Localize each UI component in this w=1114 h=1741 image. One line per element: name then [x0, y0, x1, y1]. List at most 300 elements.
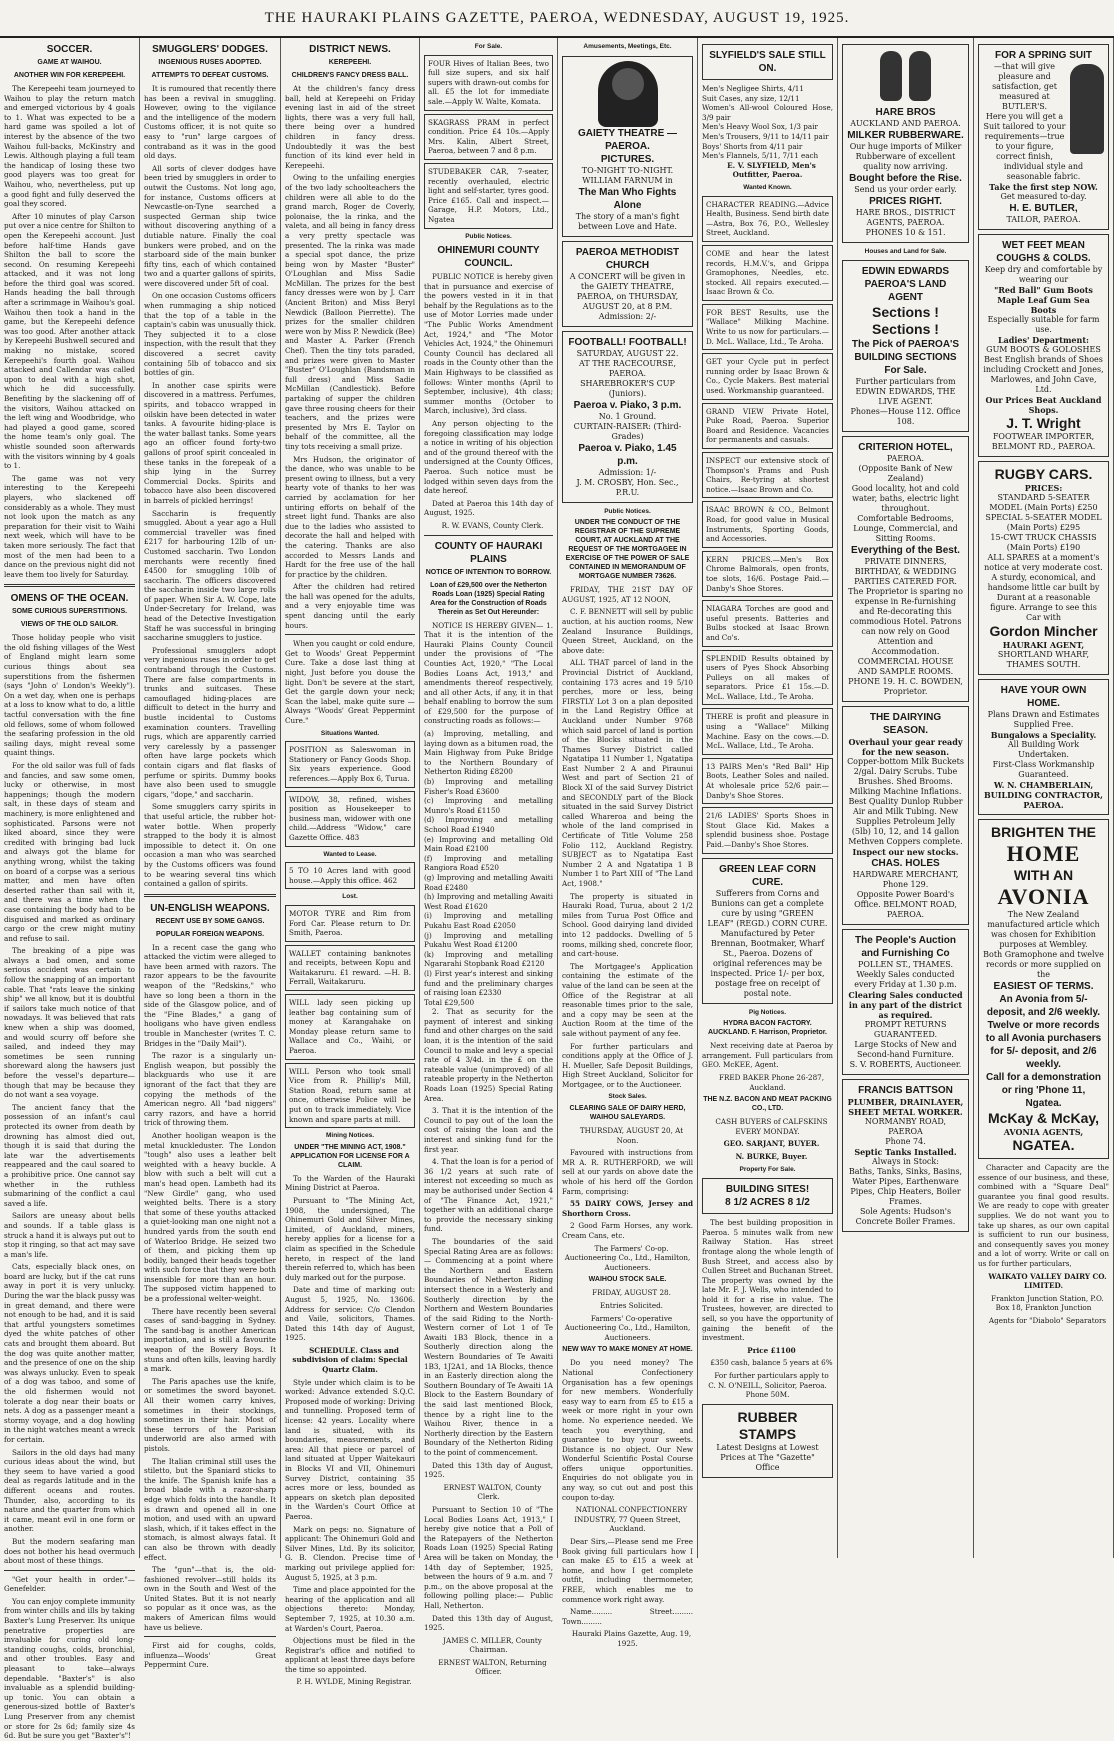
money-org: NATIONAL CONFECTIONERY INDUSTRY, 77 Queen Street, Auckland.	[574, 1505, 688, 1534]
wanted-item: GRAND VIEW Private Hotel, Puke Road, Paeroa. Superior Board and Residence. Vacancies for permanents and casuals.	[702, 403, 833, 449]
mining-schedule: SCHEDULE. Class and subdivision of claim: Special Quartz Claim.	[292, 1345, 408, 1375]
mining-paragraph: Time and place appointed for the hearing of the application and all objections thereto: Monday, September 7, 1925, at 10.30 a.m. at Warden's Court, Paeroa.	[285, 1585, 415, 1633]
smugglers-paragraph: Professional smugglers adopt very ingenious ruses in order to get contraband through the Customs. There are false compartments in trunks and suitcases. These camouflaged hiding-places are difficult to detect in the hurry and bustle incidental to Customs examination counters. Travelling rugs, which are apparently carried very carelessly by a passenger often have large pockets which contain cigars and flat flasks of perfume or spirits. Dummy books have also been used to smuggle cigars, "dope," and saccharin.	[144, 645, 276, 799]
road-item: (h) Improving and metalling Awaiti West Road £1620	[424, 892, 553, 911]
wanted-item: 13 PAIRS Men's "Red Ball" Hip Boots, Leather Soles and nailed. At wholesale price 52/6 pair.—Danby's Shoe Stores.	[702, 758, 833, 804]
slyfield-signature: E. V. SLYFIELD, Men's Outfitter, Paeroa.	[727, 160, 816, 180]
mortgage-paragraph: The Mortgagee's Application containing the estimate of the value of the land can be seen at the Office of the Registrar at all reasonable times prior to the sale, and a copy may be seen at the Auction Room at the time of the sale without payment of any fee.	[562, 961, 693, 1038]
borrow-paragraph: NOTICE IS HEREBY GIVEN— 1. That it is the intention of the Hauraki Plains County Council under the provisions of "The Counties Act, 1920," "The Local Bodies Loans Act, 1913," and amendments thereof respectively, and all other Acts, if any, it in that behalf enabling to borrow the sum of £29,500 for the purpose of constructing roads as follows:—	[424, 620, 553, 726]
mckay-sub: AVONIA AGENTS,	[1003, 1127, 1084, 1137]
football-match: Paeroa v. Piako, 3 p.m.	[573, 399, 682, 411]
battson-heading: FRANCIS BATTSON	[858, 1085, 953, 1097]
dairy-ad	[842, 706, 969, 925]
classified-ad: MOTOR TYRE and Rim from Ford Car. Please return to Dr. Smith, Paeroa.	[285, 905, 415, 942]
omens-paragraph: But the modern seafaring man does not bother his head overmuch about most of these things.	[4, 1536, 135, 1566]
public-notices-heading: Public Notices.	[465, 232, 512, 240]
poll-signature: JAMES C. MILLER, County Chairman.	[443, 1635, 542, 1655]
council-paragraph: Any person objecting to the foregoing classification may lodge a notice in writing of his objection and of the ground thereof with the undersigned at the County Offices, Paeroa. Such notice must be lodged within seven days from the date hereof.	[424, 419, 553, 496]
classified-ad: SKAGRASS PRAM in perfect condition. Price £4 10s.—Apply Mrs. Kalin, Albert Street, Paeroa, between 7 and 8 p.m.	[424, 114, 553, 160]
weapons-paragraph: In a recent case the gang who attacked the victim were alleged to have been armed with razors. The razor appears to be the favourite weapon of the "Redskins," who have so long been a thorn in the side of the Glasgow police, and of the "Fine Blades," a gang of hooligans who have given endless trouble in Manchester (writes T. C. Bridges in the "Daily Mail").	[144, 942, 276, 1048]
wetfeet-shoes: Best English brands of Shoes including Crockett and Jones, Marlowes, and John Cave, Ltd.	[983, 355, 1104, 394]
hydra-signature: FRED BAKER Phone 26-287, Auckland.	[718, 1072, 824, 1092]
sections-label: Sections ! Sections !	[872, 304, 939, 338]
mortgage-paragraph: ALL THAT parcel of land in the Provincial District of Auckland, containing 173 acres and 19 5/10 perches, more or less, being FIRSTLY Lot 3 on a plan deposited in the Land Registry Office at Auckland under Number 9768 which said parcel of land is portion of the Blocks situated in the Thames Survey District called Ngatatipa 11 Number 1, Ngatatipa East Number 2 A and Piraunui West and part of Section 21 of Block XI of the said Survey District and SECONDLY part of the Block situated in the said Survey District called Whareroa and being the whole of the land comprised in Certificate of Title Volume 258 Folio 112, Auckland Registry. SUBJECT as to Ngatatipa East Number 2 A and Ngatatipa 1 B Number 1 to Part XIII of "The Land Act, 1908."	[562, 658, 693, 888]
battson-always: Always in Stock:	[872, 1157, 939, 1167]
weapons-paragraph: Another hooligan weapon is the metal knuckleduster. The London "tough" also uses a leather belt weighted with a heavy buckle. A blow with such a belt will cut a man's head open. Lambeth had its "New Girdle" gang, who used weighted belts. There is a story that some of these youths attacked a quiet-looking man one night not a hundred yards from the south end of Waterloo Bridge. He seized two of them, and picking them up bodily, banged their heads together with such force that they were both insensible for more than an hour. The supposed victim happened to be a professional welter-weight.	[144, 1130, 276, 1304]
council-heading: OHINEMURI COUNTY COUNCIL.	[437, 245, 540, 270]
rugby-body: ALL SPARES at a moment's notice at very moderate cost. A sturdy, economical, and handsome little car built by Durant at a reasonable figure. Arrange to see this Car with	[984, 553, 1103, 622]
football-signature: J. M. CROSBY, Hon. Sec., P.R.U.	[576, 477, 679, 497]
methodist-ad	[562, 241, 693, 327]
stock-paragraph: Favoured with instructions from MR A. R. RUTHERFORD, we will sell at our yards on above date the whole of his herd off the Gordon Farm, comprising:	[562, 1148, 693, 1196]
gaiety-title: GAIETY THEATRE — PAEROA.	[577, 127, 678, 152]
weapons-paragraph: The Paris apaches use the knife, or sometimes the sword bayonet. All their women carry knives, sometimes in their stockings, sometimes in their hair. Most of these terrors of the Parisian underworld are also armed with pistols.	[144, 1376, 276, 1453]
football-raiser: CURTAIN-RAISER: (Third-Grades)	[573, 421, 682, 441]
district-paragraph: Mrs Hudson, the originator of the dance, who was unable to be present owing to illness, but a very hearty vote of thanks to her was carried by acclamation for her untiring efforts on behalf of the street light fund. Thanks are also due to the ladies who assisted to decorate the hall and helped with the catering. Thanks are also accorded to Messrs Lands and Hardt for the free use of the hall for practice by the children.	[285, 454, 415, 579]
divider	[4, 1570, 135, 1571]
column-3	[281, 38, 420, 1687]
nzbacon-signature: GEO. SARJANT, BUYER.	[723, 1139, 820, 1149]
hare-letters: HARE BROS	[875, 106, 936, 118]
poll-paragraph: Dated this 13th day of August, 1925.	[424, 1613, 553, 1633]
peoples-signature: S. V. ROBERTS, Auctioneer.	[849, 1060, 962, 1070]
omens-paragraph: The breaking of a pipe was always a bad omen, and some serious accident was certain to follow the snapping of an important cable. That "rats leave the sinking ship" we all know, but it is doubtful if sailors take much notice of that nowadays. It was believed that rats knew when a ship was doomed, and would scurry off before she sailed, and indeed they may sometimes be seen running shoreward along the hawsers just before the vessel's departure—though that may be because they do not want a sea voyage.	[4, 946, 135, 1100]
smugglers-subheading: INGENIOUS RUSES ADOPTED.	[158, 59, 262, 66]
borrow-paragraph: The boundaries of the said Special Rating Area are as follows:— Commencing at a point where the Northern and Eastern Boundaries of Netherton Riding intersect thence in a Westerly and Southerly direction by the Northern and Western Boundaries of the said Riding to the North-Western corner of Lot 1 of Te Awaiti 1B3 Block, thence in a Southerly direction along the Western Boundaries of Te Awaiti 1B3, 1J2A1, and 1A Blocks, thence in an Easterly direction along the Southern Boundary of Te Awaiti 1A Block to the Eastern Boundary of the said last mentioned Block, thence by a right line to the Waihou River, thence in a Northerly direction by the Eastern Boundary of the Netherton Riding to the point of commencement.	[424, 1236, 553, 1457]
lease-heading: Wanted to Lease.	[323, 850, 377, 858]
avonia-body: Both Gramophone and twelve records or more supplied on the	[983, 950, 1104, 979]
hydra-body: Next receiving date at Paeroa by arrangement. Full particulars from GEO. McKEE, Agent.	[702, 1041, 833, 1070]
avonia-body: The New Zealand manufactured article which was chosen for Exhibition purposes at Wembley.	[987, 910, 1100, 949]
classified-ad: STUDEBAKER CAR, 7-seater, recently overhauled, electric light and self-starter, tyres good. Price £165. Call and inspect.—Garage, H.P. Motors, Ltd., Ngatea	[424, 163, 553, 229]
holes-location: Opposite Power Board's Office. BELMONT ROAD, PAEROA.	[854, 890, 957, 920]
classified-ad: 5 TO 10 Acres land with good house.—Apply this office. 462	[285, 862, 415, 889]
wetfeet-heading: WET FEET MEAN COUGHS & COLDS.	[996, 240, 1091, 264]
battson-agent: Sole Agents: Hudson's Concrete Boiler Frames.	[855, 1207, 956, 1227]
spring-get: Get measured to-day.	[1000, 192, 1087, 201]
district-paragraph: After the children had retired the hall was opened for the adults, and a very enjoyable time was spent dancing until the early hours.	[285, 582, 415, 630]
road-item: (g) Improving and metalling Awaiti Road £2480	[424, 872, 553, 892]
peoples-location: POLLEN ST., THAMES.	[857, 960, 954, 970]
wanted-item: NIAGARA Torches are good and useful presents. Batteries and Bulbs stocked at Isaac Brown and Co's.	[702, 600, 833, 646]
column-5	[558, 38, 698, 1648]
district-subheading-2: CHILDREN'S FANCY DRESS BALL.	[291, 72, 409, 79]
omens-paragraph: Sailors in the old days had many curious ideas about the wind, but they seem to have varied a good deal as regards latitude and in the different oceans and routes. Thunder, also, according to its nature and the quarter from which it came, meant evil in one form or another.	[4, 1447, 135, 1534]
lung-paragraph: You can enjoy complete immunity from winter chills and ills by taking Baxter's Lung Preserver. Its unique penetrative properties are invaluable for curing old long-standing coughs, colds, bronchial, and other troubles. Easy and pleasant to take—always dependable. "Baxter's" is also invaluable as a splendid building-up tonic. You can obtain a generous-sized bottle of Baxter's Lung Preserver from any chemist or store for 2s 6d; family size 4s 6d. But be sure you get "Baxter's"!	[4, 1596, 135, 1741]
hare-location: AUCKLAND AND PAEROA.	[850, 118, 961, 128]
amusements-heading: Amusements, Meetings, Etc.	[583, 43, 672, 50]
divider	[285, 634, 415, 635]
smugglers-paragraph: On one occasion Customs officers when rummaging a ship noticed that the top of a table in the captain's cabin was unusually thick. They subjected it to a close inspection, with the result that they discovered a secret cavity containing 5lb of tobacco and six bottles of gin.	[144, 291, 276, 378]
soccer-paragraph: After 10 minutes of play Carson put over a nice centre for Shilton to open the Kerepeehi account. Just before half-time Hands gave Shilton the ball to score the second. On resuming Kerepeehi attacked, and it was not long before the third goal was scored. Hands heading the ball through after a scrimmage in Waihou's goal. Waihou then took a hand in the game, but the Kerepeehi defence was too good. After another attack by Kerepeehi Bushwell secured and making no mistake, scored Kerepeehi's fourth goal. Waihou attacked and Callendar was called upon to deal with a high shot, which he did successfully. Benefiting by the slackening off of the visitors, Waihou attacked on the left wing and Woodbridge, who had played a good game, scored the home team's only goal. The whistle sounded soon afterwards with the visitors winning by 4 goals to 1.	[4, 211, 135, 471]
smugglers-paragraph: In another case spirits were discovered in a mattress. Perfumes, spirits, and tobacco wrapped in oilskin have been detected in water tanks. A favourite hiding-place is the water ballast tanks. Some years ago an officer found forty-two gallons of proof spirit concealed in these tanks in the forepeak of a ship lying in the Surrey Commercial Docks. Spirits and tobacco have also been discovered in barrels of pickled herrings!	[144, 380, 276, 505]
football-heading: FOOTBALL! FOOTBALL!	[568, 336, 687, 348]
borrow-subheading-2: Loan of £29,500 over the Netherton Roads Loan (1925) Special Rating Area for the Construction of Roads Therein as Set Out Hereunder:	[430, 581, 547, 616]
edwin-subheading: PAEROA'S LAND AGENT	[864, 279, 947, 304]
dairy-sub: Overhaul your gear ready for the new season.	[848, 737, 963, 758]
criterion-best: Everything of the Best.	[851, 545, 960, 557]
dairy-inspect: Inspect our new stocks.	[852, 847, 959, 858]
pig-notices-heading: Pig Notices.	[748, 1008, 787, 1016]
district-paragraph: At the children's fancy dress ball, held at Kerepeehi on Friday evening last in aid of the street lights, there was a very full hall, there being over a hundred children in fancy dress. Undoubtedly it was the best function of its kind ever held in Kerepeehi.	[285, 84, 415, 170]
borrow-paragraph: 4. That the loan is for a period of 36 1/2 years at such rate of interest not exceeding so much as may be authorised under Section 4 of "The Finance Act, 1921," together with an additional charge to provide the necessary sinking fund.	[424, 1157, 553, 1234]
wanted-item: SPLENDID Results obtained by users of Pyes Shock Absorbing Pulleys on all makes of separators. Price £1 15s.—D. McL. Wallace, Ltd., Te Aroha.	[702, 650, 833, 706]
rugby-price-list	[983, 493, 1104, 553]
wetfeet-galoshes: GUM BOOTS & GOLOSHES	[986, 345, 1101, 354]
methodist-admission: Admission: 2/-	[598, 311, 657, 321]
district-subheading: KEREPEEHI.	[328, 59, 372, 66]
wetfeet-boots: "Red Ball" Gum Boots Maple Leaf Gum Sea Boots	[994, 285, 1093, 315]
slyfield-list	[702, 84, 833, 161]
property-heading: Property For Sale.	[739, 1165, 796, 1173]
borrow-subheading: NOTICE OF INTENTION TO BORROW.	[425, 568, 552, 576]
milker-send: Send us your order early.	[854, 184, 957, 194]
wanted-item: FOR BEST Results, use the "Wallace" Milking Machine. Write to us now for particulars.—D. McL. Wallace, Ltd., Te Aroha.	[702, 304, 833, 350]
mortgage-paragraph: The property is situated in Hauraki Road, Turua, about 2 1/2 miles from Turua Post Office and School. Good dairying land divided into 12 paddocks. Dwelling of 5 rooms, milking shed, concrete floor, and cart-house.	[562, 891, 693, 959]
slyfield-item: Men's Heavy Wool Sox, 1/3 pair	[702, 122, 818, 132]
gordon-location: SHORTLAND WHARF, THAMES SOUTH.	[997, 650, 1090, 669]
weapons-footer: First aid for coughs, colds, influenza—Woods' Great Peppermint Cure.	[144, 1641, 276, 1670]
waihou-date: FRIDAY, AUGUST 28.	[592, 1288, 671, 1298]
omens-paragraph: Sailors are uneasy about bells and sounds. If a table glass is struck a hand it is always put out to stop it ringing, so that act may save a man's life.	[4, 1211, 135, 1259]
road-item: (i) Improving and metalling Pukahu East Road £2050	[424, 911, 553, 930]
omens-subheading: SOME CURIOUS SUPERSTITIONS.	[11, 608, 128, 616]
rugby-heading: RUGBY CARS.	[994, 466, 1093, 482]
football-admission: Admission: 1/-	[598, 467, 657, 477]
lung-heading: "Get your health in order."—Genefelder.	[4, 1574, 135, 1594]
soccer-heading: SOCCER.	[46, 44, 93, 55]
council-paragraph: Dated at Paeroa this 14th day of August, 1925.	[424, 498, 553, 518]
spring-heading: FOR A SPRING SUIT	[994, 50, 1093, 61]
column-8	[974, 38, 1114, 1558]
stock-cows: 55 DAIRY COWS, Jersey and Shorthorn Cross.	[562, 1199, 693, 1218]
council-paragraph: PUBLIC NOTICE is hereby given that in pursuance and exercise of the powers vested in it in that behalf by the Regulations as to the use of Motor Lorries made under "The Public Works Amendment Act, 1924," and "The Motor Vehicles Act, 1924," the Ohinemuri County Council has declared all roads in the County other than the Main Highways to be classified as follows: Winter months (April to September, inclusive), 4th class; summer months (October to March, inclusive), 3rd class.	[424, 272, 553, 416]
criterion-ad	[842, 436, 969, 702]
money-footer: Hauraki Plains Gazette, Aug. 19, 1925.	[571, 1629, 692, 1648]
football-match: Paeroa v. Piako, 1.45 p.m.	[578, 442, 677, 467]
rugby-prices: PRICES:	[1024, 483, 1063, 493]
mining-paragraph: To the Warden of the Hauraki Mining District at Paeroa.	[285, 1173, 415, 1193]
greenleaf-body: Sufferers from Corns and Bunions can get a complete cure by using "GREEN LEAF" (REGD.) CORN CURE.	[707, 888, 828, 928]
omens-subheading-2: VIEWS OF THE OLD SAILOR.	[20, 621, 119, 629]
hare-signature: HARE BROS., DISTRICT AGENTS, PAEROA. PHONES 10 & 151.	[855, 207, 956, 237]
poll-signature: ERNEST WALTON, Returning Officer.	[438, 1657, 547, 1677]
weapons-paragraph: The Italian criminal still uses the stiletto, but the Spaniard sticks to the knife. The Spanish knife has a broad blade with a razor-sharp edge which folds into the handle. It is drawn and opened all in one motion, and used with an upward slash, which, if it takes effect in the stomach, is almost always fatal. It can also be thrown with deadly effect.	[144, 1456, 276, 1562]
wetfeet-ladies: Ladies' Department:	[997, 335, 1089, 345]
wetfeet-body: Keep dry and comfortable by wearing our	[984, 265, 1103, 284]
hydra-heading: HYDRA BACON FACTORY. AUCKLAND. F. Harrison, Proprietor.	[707, 1020, 827, 1037]
nzbacon-heading: THE N.Z. BACON AND MEAT PACKING CO., LTD.	[703, 1096, 832, 1113]
edwin-ad	[842, 260, 969, 432]
criterion-signature: PHONE 19. H. C. BOWDEN, Proprietor.	[848, 677, 963, 697]
holes-heading: CHAS. HOLES	[871, 858, 940, 870]
road-item: (d) Improving and metalling School Road £1940	[424, 815, 553, 834]
slyfield-item: Men's Flannels, 5/11, 7/11 each	[702, 151, 819, 161]
mining-paragraph: Style under which claim is to be worked: Advance extended S.Q.C. Proposed mode of working: Driving and tunnelling. Proposed term of license: 42 years. Locality where land is situated, with its boundaries, measurements, and area: All that piece or parcel of land situated at Upper Waitekauri in Blocks VI and VII, Ohinemuri Survey District, containing 35 acres more or less, bounded as appears on sketch plan deposited in the Warden's Court Office at Paeroa.	[285, 1377, 415, 1521]
classified-ad: FOUR Hives of Italian Bees, two full size supers, and six half supers with drawn-out combs for all. £5 the lot for immediate sale.—Apply W. Walte, Komata.	[424, 55, 553, 111]
road-item: (l) First year's interest and sinking fund and the preliminary charges of raising loan £2330	[424, 968, 553, 998]
criterion-body: Good locality, hot and cold water, baths, electric light throughout.	[851, 484, 960, 514]
smugglers-paragraph: It is rumoured that recently there has been a revival in smuggling. However, owing to the vigilance and the intelligence of the modern Customs officer, it is not quite so easy to "run" large cargoes of contraband as it was in the good old days.	[144, 84, 276, 161]
smugglers-paragraph: Some smugglers carry spirits in that useful article, the rubber hot-water bottle. When properly strapped to the body it is almost impossible to detect it. On one occasion a man who was searched by the Customs officers was found to be wearing several tins which contained a gallon of spirits.	[144, 802, 276, 889]
football-cup: SHAREBROKER'S CUP (Juniors).	[580, 378, 675, 398]
spring-suit-ad	[978, 44, 1109, 230]
classified-ad: POSITION as Saleswoman in Stationery or Fancy Goods Shop. Six years experience. Good references.—Apply Box 6, Turua.	[285, 741, 415, 787]
borrow-paragraph: Dated this 13th day of August, 1925.	[424, 1460, 553, 1480]
spring-step: Take the first step NOW.	[989, 182, 1098, 192]
soccer-subheading-2: ANOTHER WIN FOR KEREPEEHI.	[13, 72, 126, 79]
poem-text: When you caught or cold endure, Get to Woods' Great Peppermint Cure. Take a dose last thing at night, Just before you douse the light. Don't be severe at the start, Get the gargle down your neck; Scan the label, make quite sure — Always "Woods' Great Peppermint Cure."	[285, 639, 415, 725]
criterion-rooms: COMMERCIAL HOUSE AND SAMPLE ROOMS.	[857, 657, 954, 677]
gordon-heading: Gordon Mincher	[989, 623, 1098, 639]
mining-paragraph: Date and time of marking out: August 5, 1925, No. 13606. Address for service: C/o Clendon and Vaile, solicitors, Thames. Dated this 14th day of August, 1925.	[285, 1285, 415, 1343]
avonia-ad	[978, 819, 1109, 1159]
milker-body: Our huge imports of Milker Rubberware of excellent quality now arriving.	[849, 141, 962, 171]
soccer-paragraph: The game was not very interesting to the Kerepeehi players, who slackened off considerably as a whole. They must not look upon the match as any preparation for their visit to Waihi next week, which will have to be taken more seriously. The fact that most of the men had been to a dance on the previous night did not leave them too lively for Saturday.	[4, 473, 135, 579]
omens-paragraph: The ancient fancy that the possession of an infant's caul protected its owner from death by drowning has almost died out, though it is said that during the late war the advertisements reappeared and the caul soared to a prohibitive price. One cannot say whether in the ruthless submarining of the conflict a caul saved a life.	[4, 1102, 135, 1208]
borrow-heading: COUNTY OF HAURAKI PLAINS	[434, 540, 543, 565]
stock-sales-heading: Stock Sales.	[608, 1093, 647, 1101]
wanted-item: GET your Cycle put in perfect running order by Isaac Brown & Co., Cycle Makers. Best material used. Workmanship guaranteed.	[702, 353, 833, 399]
edwin-heading: EDWIN EDWARDS	[861, 266, 950, 278]
greenleaf-ad	[702, 858, 833, 1004]
sale-heading: For Sale.	[474, 43, 503, 50]
slyfield-heading: SLYFIELD'S SALE STILL ON.	[709, 50, 826, 74]
waihou-entries: Entries Solicited.	[600, 1300, 663, 1310]
column-7	[838, 38, 974, 1558]
weapons-subheading: RECENT USE BY SOME GANGS.	[155, 917, 265, 925]
rugby-price-item: 15-CWT TRUCK CHASSIS (Main Ports) £190	[990, 533, 1097, 552]
hare-bros-ad	[842, 44, 969, 243]
weapons-paragraph: The "gun"—that is, the old-fashioned revolver—still holds its own in the South and West of the United States. But it is not nearly so popular as it once was, as the makers of American films would have us believe.	[144, 1565, 276, 1632]
money-heading: NEW WAY TO MAKE MONEY AT HOME.	[562, 1346, 693, 1354]
methodist-body: A CONCERT will be given in the GAIETY THEATRE, PAEROA, on THURSDAY, AUGUST 20, at 8 P.M.	[569, 271, 686, 311]
pictures-label: PICTURES.	[600, 153, 655, 165]
battson-stock: Baths, Tanks, Sinks, Basins, Water Pipes, Earthenware Pipes, Chip Heaters, Boiler Frames.	[848, 1167, 963, 1207]
money-paragraph: Do you need money? The National Confectionery Organisation has a few openings for new members. Wonderfully easy way to earn from £5 to £15 a week or more right in your own home. No experience needed. We teach you everything, and guarantee to buy your sweets. Distance is no object. Our New Wonderful Scientific Postal Course offers unique opportunities. Enquiries do not obligate you in any way, so cut out and post this coupon to-day.	[562, 1358, 693, 1502]
houses-heading: Houses and Land for Sale.	[864, 247, 947, 255]
column-4	[420, 38, 558, 1677]
hare-image	[880, 51, 902, 101]
sites-signature: For further particulars apply to C. N. O'NEILL, Solicitor, Paeroa. Phone 50M.	[708, 1371, 829, 1400]
column-1	[0, 38, 140, 1741]
council-signature: R. W. EVANS, County Clerk.	[441, 520, 544, 530]
mckay-location: NGATEA.	[1012, 1137, 1075, 1153]
spring-body: Here you will get a Suit tailored to your requirements—true to your figure, correct finish, individual style and seasonable fabric.	[983, 112, 1084, 181]
waikato-agents: Agents for "Diabolo" Separators	[988, 1315, 1107, 1325]
avonia-line-4: AVONIA	[997, 884, 1090, 909]
peoples-heading: The People's Auction and Furnishing Co	[855, 935, 956, 960]
milker-prices: PRICES RIGHT.	[869, 195, 942, 207]
hare-illustration	[847, 49, 964, 106]
divider	[4, 584, 135, 587]
mining-subheading: UNDER "THE MINING ACT, 1908." APPLICATION FOR LICENSE FOR A CLAIM.	[290, 1143, 410, 1169]
slyfield-item: Suit Cases, any size, 12/11	[702, 93, 800, 103]
mckay-heading: McKay & McKay,	[987, 1110, 1099, 1126]
waihou-signature: Farmers' Co-operative Auctioneering Co., Ltd., Hamilton, Auctioneers.	[564, 1313, 691, 1342]
edwin-body: Further particulars from EDWIN EDWARDS, THE LIVE AGENT.	[855, 377, 956, 407]
film-subtitle: The story of a man's fight between Love and Hate.	[575, 211, 680, 231]
road-item: (e) Improving and metalling Old Main Road £2100	[424, 834, 553, 854]
home-body: Plans Drawn and Estimates Supplied Free.	[987, 710, 1100, 729]
weapons-subheading-2: POPULAR FOREIGN WEAPONS.	[155, 930, 265, 938]
lost-heading: Lost.	[342, 893, 358, 901]
methodist-heading: PAEROA METHODIST CHURCH	[575, 246, 680, 271]
rugby-price-item: STANDARD 5-SEATER MODEL (Main Ports) £250	[989, 493, 1098, 512]
poll-paragraph: Pursuant to Section 10 of "The Local Bodies Loans Act, 1913," I hereby give notice that a Poll of the Ratepayers of the Netherton Roads Loan (1925) Special Rating Area will be taken on Monday, the 14th day of September, 1925, between the hours of 9 a.m. and 7 p.m., on the above proposal at the following polling place:— Public Hall, Netherton.	[424, 1504, 553, 1610]
smugglers-heading: SMUGGLERS' DODGES.	[152, 44, 268, 55]
battson-location: NORMANBY ROAD, PAEROA	[864, 1117, 947, 1137]
waihou-heading: WAIHOU STOCK SALE.	[588, 1276, 667, 1284]
wanted-item: INSPECT our extensive stock of Thompson's Prams and Push Chairs, Re-tyring at shortest notice.—Isaac Brown and Co.	[702, 452, 833, 498]
masthead: THE HAURAKI PLAINS GAZETTE, PAEROA, WEDNESDAY, AUGUST 19, 1925.	[0, 0, 1114, 38]
wetfeet-beat: Our Prices Beat Auckland Shops.	[985, 395, 1102, 415]
rugby-price-item: SPECIAL 5-SEATER MODEL (Main Ports) £295	[985, 513, 1102, 532]
football-ground: No. 1 Ground.	[598, 411, 657, 421]
district-news-heading: DISTRICT NEWS.	[309, 44, 391, 55]
mining-paragraph: Objections must be filed in the Registrar's office and notified to applicant at least three days before the time so appointed.	[285, 1636, 415, 1674]
battson-septic: Septic Tanks Installed.	[854, 1147, 957, 1158]
criterion-body: The Proprietor is sparing no expense in Re-furnishing and Re-decorating this commodious Hotel. Patrons can now rely on Good Attention and Accommodation.	[848, 587, 963, 657]
divider	[144, 894, 276, 897]
edwin-phone: Phones—House 112. Office 108.	[850, 407, 961, 427]
weapons-paragraph: The razor is a singularly un-English weapon, but possibly the blackguards who use it are ignorant of the fact that they are copying the methods of the American negro. All "bad niggers" carry razors, and have a horrid trick of throwing them.	[144, 1051, 276, 1128]
classified-ad: WILL lady seen picking up leather bag containing sum of money at Karangahake on Monday please return same to Wallace and Co., Waihi, or Paeroa.	[285, 994, 415, 1060]
mining-paragraph: Mark on pegs: no. Signature of applicant: The Ohinemuri Gold and Silver Mines, Ltd. By its solicitor, G. B. Clendon. Precise time of marking out privilege applied for: August 5, 1925, at 3 p.m.	[285, 1524, 415, 1582]
column-2	[140, 38, 281, 1670]
omens-paragraph: Those holiday people who visit the old fishing villages of the West of England might learn some curious things about sea superstitions from the fishermen (says "John o' London's Weekly"). On a wet day, when one is perhaps at a loss to know what to do, a little tactful conversation with the fine old fellows, some of whom followed the seafaring profession in the old sailing days, might reveal some quaint things.	[4, 633, 135, 758]
wanted-item: 21/6 LADIES' Sports Shoes in Stout Glace Kid. Makes a splendid business shoe. Postage Paid.—Danby's Shoe Stores.	[702, 807, 833, 853]
peoples-prompt: PROMPT RETURNS GUARANTEED.	[864, 1020, 947, 1040]
sites-price: Price £1100	[747, 1345, 796, 1355]
portrait-image	[598, 61, 658, 127]
hare-image	[909, 51, 931, 101]
money-fields: Name......... Street......... Town.........	[562, 1607, 693, 1626]
slyfield-item: Men's Negligee Shirts, 4/11	[702, 84, 804, 93]
nzbacon-signature: N. BURKE, Buyer.	[735, 1151, 808, 1161]
football-date: SATURDAY, AUGUST 22.	[576, 348, 679, 358]
avonia-twelve: Twelve or more records to all Avonia purchasers for 5/- deposit, and 2/6 weekly.	[985, 1020, 1102, 1070]
soccer-subheading: GAME AT WAIHOU.	[37, 59, 102, 66]
divider	[424, 535, 553, 536]
avonia-line-1: BRIGHTEN THE	[991, 824, 1096, 840]
classified-ad: WILL Person who took small Vice from R. Phillip's Mill, Station Road, return same at once, otherwise Police will be put on to track immediately. Vice known and spare parts at mill.	[285, 1063, 415, 1129]
peoples-ad	[842, 929, 969, 1075]
gaiety-ad	[562, 56, 693, 237]
sites-ad	[702, 1178, 833, 1214]
spring-body: —that will give pleasure and satisfaction, get measured at BUTLER'S.	[992, 62, 1057, 111]
avonia-line-2: HOME	[1006, 841, 1081, 866]
omens-heading: OMENS OF THE OCEAN.	[10, 593, 129, 605]
wetfeet-farm: Especially suitable for farm use.	[987, 315, 1100, 334]
dairy-heading: THE DAIRYING SEASON.	[869, 712, 942, 737]
wanted-item: THERE is profit and pleasure in using a "Wallace" Milking Machine. Easy on the cows.—D. McL. Wallace, Ltd., Te Aroha.	[702, 708, 833, 754]
capacity-paragraph: Character and Capacity are the essence of our business, and these, combined with a "Square Deal" guarantee you final good results. We are ready to cope with greater supplies. We do not want you to take up shares, as our own capital is sufficient to run our business, and consequently saves you money and a lot of worry. Write or call on us for further particulars,	[978, 1163, 1109, 1268]
criterion-dinners: PRIVATE DINNERS, BIRTHDAY, & WEDDING PARTIES CATERED FOR.	[854, 557, 957, 587]
battson-phone: Phone 74.	[885, 1137, 926, 1147]
greenleaf-heading: GREEN LEAF CORN CURE.	[719, 863, 816, 888]
home-heading: HAVE YOUR OWN HOME.	[1000, 685, 1087, 709]
home-all: All Building Work Undertaken.	[1007, 740, 1080, 759]
home-first: First-Class Workmanship Guaranteed.	[992, 760, 1095, 779]
omens-paragraph: Cats, especially black ones, on board are lucky, but if the cat runs away in port it is very unlucky. During the war the black pussy was in great demand, and there were not enough to be had, and it is said that artful youngsters sometimes dyed the white patches of other cats and brought them aboard. But the dog was quite another matter, and the presence of one on the ship was always unlucky. Even to speak of a dog was taboo, and some of the old fishermen would not tolerate a dog near their boats or nets. A dog as a passenger meant a stormy voyage, and a dog howling in the night watches meant a wreck for certain.	[4, 1262, 135, 1444]
mining-signature: P. H. WYLDE, Mining Registrar.	[296, 1677, 412, 1687]
holes-sub: HARDWARE MERCHANT,	[852, 870, 959, 880]
butler-signature: H. E. BUTLER,	[1009, 203, 1078, 214]
smugglers-subheading-2: ATTEMPTS TO DEFEAT CUSTOMS.	[151, 72, 269, 79]
battson-sub: PLUMBER, DRAINLAYER, SHEET METAL WORKER.	[847, 1097, 964, 1118]
pick-label: The Pick of PAEROA'S BUILDING SECTIONS For Sale.	[851, 339, 960, 377]
slyfield-item: Women's All-wool Coloured Hose, 3/9 pair	[702, 103, 833, 122]
criterion-body: Comfortable Bedrooms, Lounge, Commercial, and Sitting Rooms.	[853, 514, 958, 544]
gordon-sub: HAURAKI AGENT,	[1002, 640, 1085, 650]
battson-ad	[842, 1079, 969, 1232]
road-item: (k) Improving and metalling Ngararahi Stopbank Road £2120	[424, 949, 553, 969]
wanted-list	[702, 196, 833, 854]
smugglers-paragraph: Saccharin is frequently smuggled. About a year ago a Hull commercial traveller was fined £217 for harbouring 12lb of un-Customed saccharin. Two London merchants were recently fined £4500 for smuggling 10lb of saccharin. The officers discovered the saccharin inside two large rolls of paper. When Sir A. W. Cope, late Under-Secretary for Ireland, was head of the Detective Investigation Staff he was successful in bringing saccharine smugglers to justice.	[144, 508, 276, 643]
rugby-cars-ad	[978, 461, 1109, 675]
butler-location: TAILOR, PAEROA.	[1006, 215, 1081, 224]
avonia-call: Call for a demonstration or ring 'Phone 11, Ngatea.	[985, 1072, 1101, 1109]
home-bungalows: Bungalows a Speciality.	[990, 730, 1097, 740]
slyfield-ad	[702, 44, 833, 80]
home-signature: W. N. CHAMBERLAIN, BUILDING CONTRACTOR, PAEROA.	[984, 780, 1103, 810]
road-item: (f) Improving and metalling Rangiora Road £520	[424, 853, 553, 873]
slyfield-item: Boys' Shorts from 4/11 pair	[702, 141, 803, 151]
wanted-item: KERN PRICES.—Men's Box Chrome Balmorals, open fronts, toe slots, 16/6. Postage Paid.—Danby's Shoe Stores.	[702, 551, 833, 597]
actor-name: WILLIAM FARNUM in	[582, 175, 673, 185]
milker-buy: Bought before the Rise.	[849, 172, 962, 184]
tonight-label: TO-NIGHT TO-NIGHT.	[581, 165, 674, 175]
mining-paragraph: Pursuant to "The Mining Act, 1908, the undersigned, The Ohinemuri Gold and Silver Mines, Limited, of Auckland, miners, hereby applies for a license for a claim as specified in the Schedule hereto, in respect of the land therein referred to, which has been duly marked out for the purpose.	[285, 1195, 415, 1282]
soccer-paragraph: The Kerepeehi team journeyed to Waihou to play the return match and emerged victorious by 4 goals to 1. What was expected to be a hard game was spoiled a lot of interest by the absence of the two Waihou full-backs, McKinstry and Lewis. Although playing a full team the handicap of losing these two good players was too great for Waihou, who, nevertheless, put up a good fight and fully deserved the goal they scored.	[4, 84, 135, 209]
road-item: (a) Improving, metalling, and laying down as a bitumen road, the Main Highway from Puke Bridge to the Northern Boundary of Netherton Riding £8200	[424, 729, 553, 777]
peoples-clear: Clearing Sales conducted in any part of the district as required.	[848, 990, 963, 1021]
film-title: The Man Who Fights Alone	[578, 186, 677, 211]
roads-list	[424, 729, 553, 1007]
sites-body: The best building proposition in Paeroa. 5 minutes walk from new Railway Station. Has street frontage along the whole length of Bush Street, and access also by Cullen Street and Buchanan Street. The property was owned by the late Mr. F. J. Wells, who intended to hold it for a rise in value. The Trustees, however, are directed to sell, so you have the opportunity of gaining the benefit of the investment.	[702, 1218, 833, 1343]
stock-extra: 2 Good Farm Horses, any work. Cream Cans, etc.	[562, 1221, 693, 1240]
weapons-heading: UN-ENGLISH WEAPONS.	[150, 902, 270, 914]
criterion-sub: (Opposite Bank of New Zealand)	[858, 464, 953, 484]
stock-signature: The Farmers' Co-op. Auctioneering Co., Ltd., Hamilton, Auctioneers.	[564, 1243, 691, 1272]
column-6	[698, 38, 838, 1558]
slyfield-item: Men's Trousers, 9/11 to 14/11 pair	[702, 131, 829, 141]
greenleaf-body: Manufactured by Peter Brennan, Bootmaker, Wharf St., Paeroa. Dozens of original references may be inspected. Price 1/- per box, postage free on receipt of postal note.	[710, 928, 825, 998]
football-venue: AT THE RACECOURSE, PAEROA.	[579, 358, 676, 378]
district-paragraph: Owing to the unfailing energies of the two lady schoolteachers the children were all able to do the grand march, Roger de Coverly, polonaise, the la rinka, and the valeta, and all being in fancy dress a very pretty spectacle was presented. The la rinka was made a special spot dance, the prize being won by Master "Buster" O'Loughlan and Miss Sadie McMillan. The prizes for the best fancy dresses were won by J. Carr (Ancient Briton) and Miss Beryl Newdick (Balloon Pierrette). The prizes for the smaller children were won by Miss P. Newdick (Bee) and Master A. Parker (French Chef). Then the tiny tots paraded, and prizes were given to Master "Buster" O'Loughlan (Bandsman in full dress) and Miss Sadie McMillan (Candlestick). Before partaking of supper the children gave three rousing cheers for their teachers, and the prizes were presented by Mrs E. Taylor on behalf of the committee, all the tiny tots receiving a small prize.	[285, 173, 415, 451]
waikato-location: Frankton Junction Station, P.O. Box 18, Frankton Junction	[991, 1293, 1104, 1313]
dairy-body: Copper-bottom Milk Buckets 2/gal. Dairy Scrubs. Tube Brushes. Shed Brooms. Milking Machine Inflations. Best Quality Dunlop Rubber Air and Milk Tubing. New Supplies Petroleum Jelly (5lb) 10, 12, and 14 gallon Methven Coppers complete.	[847, 757, 964, 847]
waikato-heading: WAIKATO VALLEY DAIRY CO. LIMITED.	[988, 1271, 1107, 1291]
road-item: (c) Improving and metalling Munro's Road £1150	[424, 796, 553, 815]
own-home-ad	[978, 679, 1109, 815]
borrow-paragraph: 3. That it is the intention of the Council to pay out of the loan the cost of raising the loan and the interest and sinking fund for the first year.	[424, 1106, 553, 1154]
football-ad	[562, 331, 693, 503]
weapons-paragraph: There have recently been several cases of sand-bagging in Sydney. The sand-bag is another American importation, and is still a favourite weapon of the Bowery Boys. It stuns and often kills, leaving hardly a mark.	[144, 1306, 276, 1374]
borrow-paragraph: 2. That as security for the payment of interest and sinking fund and other charges on the said loan, it is the intention of the said Council to make and levy a special rate of 4 3/4d. in the £ on the rateable value (unimproved) of all rateable property in the Netherton Roads Loan (1925) Special Rating Area.	[424, 1007, 553, 1103]
mortgage-paragraph: C. F. BENNETT will sell by public auction, at his auction rooms, New Zealand Insurance Buildings, Queen Street, Auckland, on the above date:	[562, 607, 693, 655]
stamps-heading: RUBBER STAMPS	[737, 1408, 798, 1442]
wanted-known-heading: Wanted Known.	[743, 183, 792, 191]
mortgage-paragraph: FRIDAY, THE 21ST DAY OF AUGUST, 1925, AT 12 NOON,	[562, 585, 693, 604]
sites-area: 8 1/2 ACRES 8 1/2	[725, 1197, 810, 1209]
stock-date: THURSDAY, AUGUST 20, At Noon.	[579, 1126, 684, 1145]
avonia-easy: EASIEST OF TERMS.	[993, 981, 1094, 992]
divider	[144, 1636, 276, 1637]
stamps-body: Latest Designs at Lowest Prices at The "Gazette" Office	[716, 1442, 819, 1472]
avonia-deposit: An Avonia from 5/- deposit, and 2/6 weekly.	[986, 994, 1101, 1018]
